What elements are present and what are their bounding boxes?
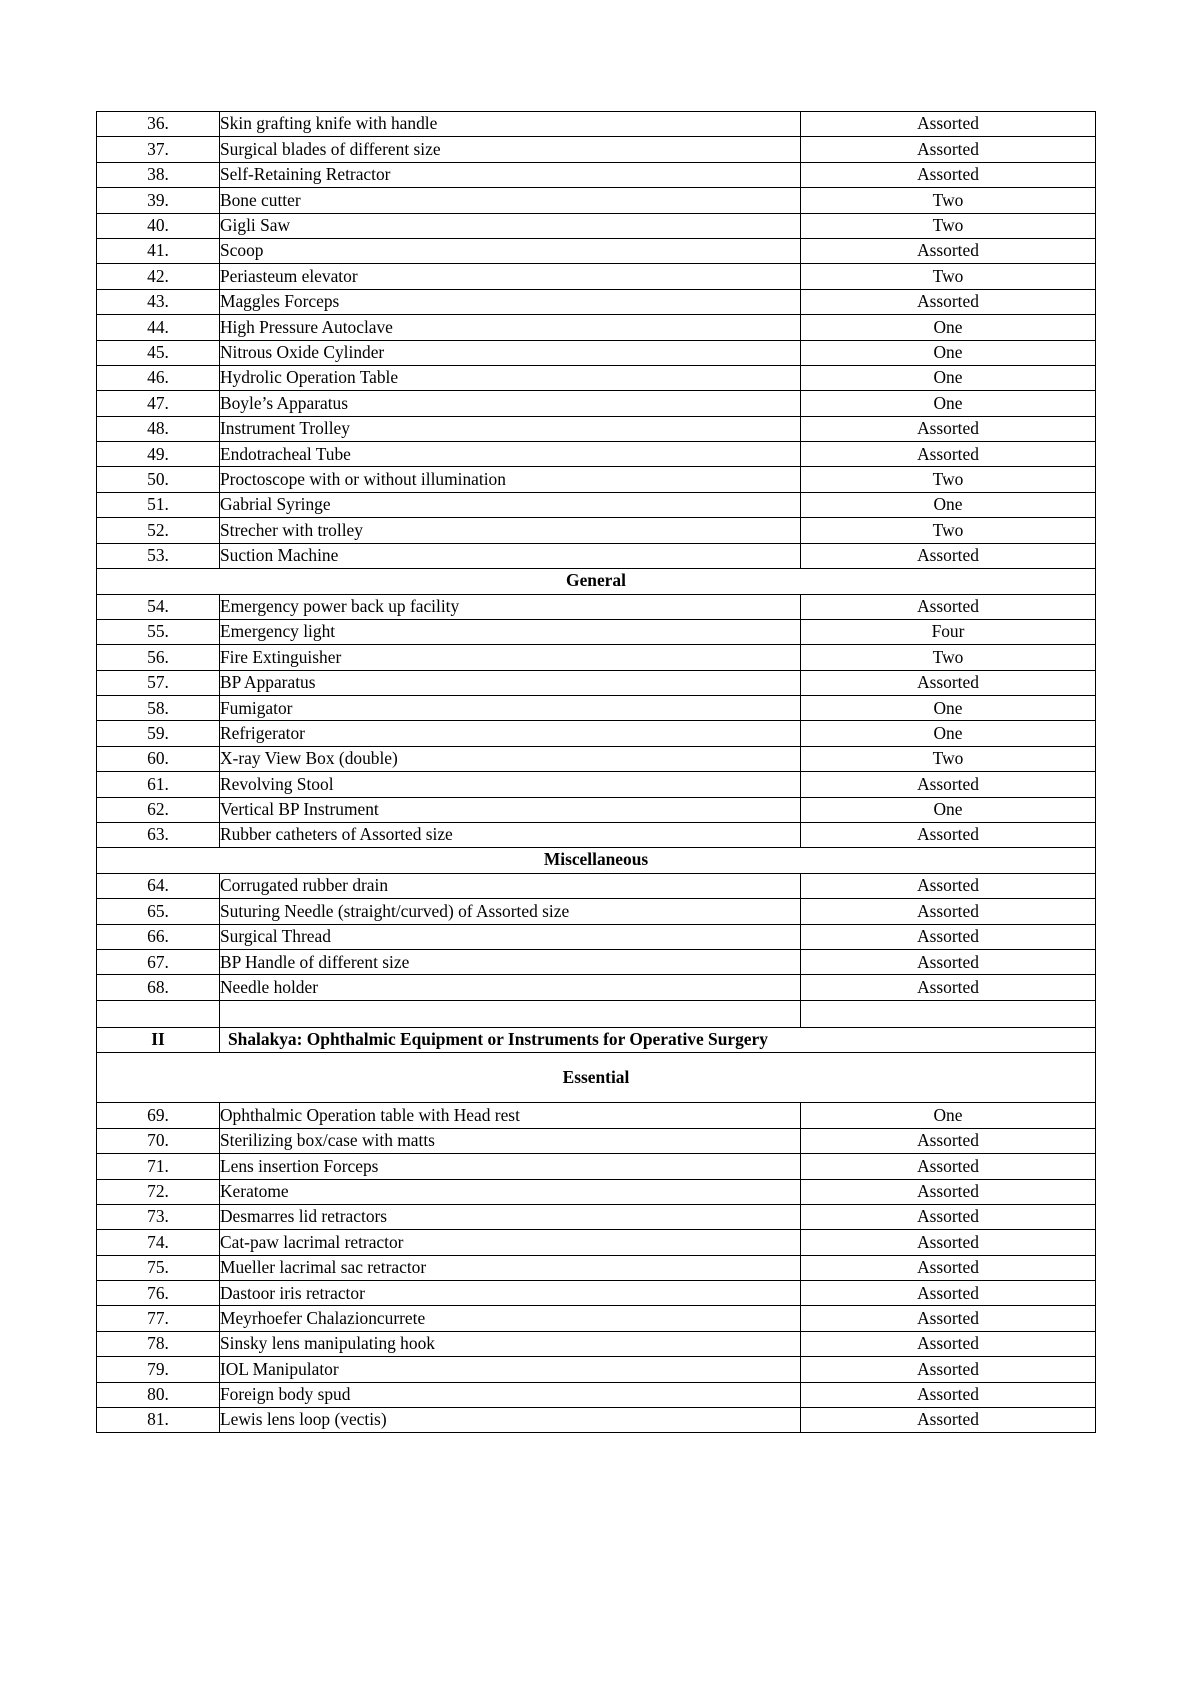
row-quantity: Assorted <box>801 1281 1096 1306</box>
row-serial-number: 56. <box>97 645 220 670</box>
row-quantity: Assorted <box>801 442 1096 467</box>
row-serial-number: 61. <box>97 772 220 797</box>
section-header-row <box>97 569 1096 594</box>
table-row <box>97 416 1096 441</box>
row-quantity: One <box>801 696 1096 721</box>
row-item-name: BP Handle of different size <box>220 950 801 975</box>
row-quantity: Assorted <box>801 162 1096 187</box>
row-item-name: Surgical Thread <box>220 924 801 949</box>
row-item-name: Gabrial Syringe <box>220 492 801 517</box>
row-item-name: Emergency power back up facility <box>220 594 801 619</box>
row-serial-number: 55. <box>97 619 220 644</box>
table-row <box>97 1154 1096 1179</box>
row-serial-number: 38. <box>97 162 220 187</box>
table-row <box>97 213 1096 238</box>
row-serial-number: 62. <box>97 797 220 822</box>
row-item-name: Fumigator <box>220 696 801 721</box>
row-item-name: Sinsky lens manipulating hook <box>220 1331 801 1356</box>
row-item-name: Nitrous Oxide Cylinder <box>220 340 801 365</box>
row-serial-number: 80. <box>97 1382 220 1407</box>
row-quantity: Two <box>801 518 1096 543</box>
row-item-name: Rubber catheters of Assorted size <box>220 823 801 848</box>
section-header-row <box>97 1053 1096 1103</box>
table-row <box>97 873 1096 898</box>
row-item-name: Lewis lens loop (vectis) <box>220 1408 801 1433</box>
row-quantity: Two <box>801 188 1096 213</box>
table-row <box>97 1103 1096 1128</box>
row-quantity: One <box>801 721 1096 746</box>
row-serial-number: 65. <box>97 899 220 924</box>
table-row <box>97 315 1096 340</box>
row-item-name: Endotracheal Tube <box>220 442 801 467</box>
row-serial-number: 49. <box>97 442 220 467</box>
row-quantity: Assorted <box>801 1331 1096 1356</box>
row-quantity: Assorted <box>801 899 1096 924</box>
row-item-name: BP Apparatus <box>220 670 801 695</box>
row-quantity: Assorted <box>801 289 1096 314</box>
table-row <box>97 365 1096 390</box>
row-item-name: Strecher with trolley <box>220 518 801 543</box>
row-serial-number: 46. <box>97 365 220 390</box>
category-heading-row <box>97 1027 1096 1052</box>
row-serial-number: 37. <box>97 137 220 162</box>
table-row <box>97 492 1096 517</box>
table-row <box>97 696 1096 721</box>
row-quantity: Two <box>801 213 1096 238</box>
row-serial-number: 69. <box>97 1103 220 1128</box>
table-row <box>97 543 1096 568</box>
table-row <box>97 188 1096 213</box>
row-item-name: Hydrolic Operation Table <box>220 365 801 390</box>
row-item-name: Periasteum elevator <box>220 264 801 289</box>
row-serial-number: 60. <box>97 746 220 771</box>
row-item-name: Skin grafting knife with handle <box>220 112 801 137</box>
row-item-name: Lens insertion Forceps <box>220 1154 801 1179</box>
row-item-name: Foreign body spud <box>220 1382 801 1407</box>
table-row <box>97 670 1096 695</box>
row-item-name: IOL Manipulator <box>220 1357 801 1382</box>
row-serial-number: 79. <box>97 1357 220 1382</box>
row-quantity: Assorted <box>801 1357 1096 1382</box>
spacer-cell-serial <box>97 1000 220 1027</box>
row-serial-number: 45. <box>97 340 220 365</box>
row-quantity: Assorted <box>801 1128 1096 1153</box>
section-header-label: General <box>97 569 1096 594</box>
table-row <box>97 1382 1096 1407</box>
table-row <box>97 162 1096 187</box>
section-header-label: Essential <box>97 1053 1096 1103</box>
table-row <box>97 950 1096 975</box>
row-item-name: Suturing Needle (straight/curved) of Assorted size <box>220 899 801 924</box>
table-row <box>97 746 1096 771</box>
row-serial-number: 75. <box>97 1255 220 1280</box>
row-quantity: Assorted <box>801 670 1096 695</box>
equipment-table <box>96 111 1096 1433</box>
category-roman-numeral: II <box>97 1027 220 1052</box>
spacer-cell-quantity <box>801 1000 1096 1027</box>
category-heading-label: Shalakya: Ophthalmic Equipment or Instruments for Operative Surgery <box>220 1027 1096 1052</box>
row-item-name: Sterilizing box/case with matts <box>220 1128 801 1153</box>
table-row <box>97 1357 1096 1382</box>
row-item-name: Desmarres lid retractors <box>220 1204 801 1229</box>
row-item-name: Emergency light <box>220 619 801 644</box>
table-row <box>97 112 1096 137</box>
row-quantity: Assorted <box>801 1408 1096 1433</box>
row-quantity: One <box>801 391 1096 416</box>
row-item-name: Dastoor iris retractor <box>220 1281 801 1306</box>
row-quantity: One <box>801 492 1096 517</box>
row-serial-number: 54. <box>97 594 220 619</box>
row-quantity: Assorted <box>801 416 1096 441</box>
row-serial-number: 36. <box>97 112 220 137</box>
table-row <box>97 721 1096 746</box>
row-item-name: Self-Retaining Retractor <box>220 162 801 187</box>
table-row <box>97 518 1096 543</box>
equipment-table-body <box>97 112 1096 1433</box>
row-quantity: Assorted <box>801 1154 1096 1179</box>
row-quantity: Assorted <box>801 1230 1096 1255</box>
row-serial-number: 58. <box>97 696 220 721</box>
table-row <box>97 442 1096 467</box>
row-quantity: Assorted <box>801 238 1096 263</box>
row-item-name: Meyrhoefer Chalazioncurrete <box>220 1306 801 1331</box>
row-item-name: Maggles Forceps <box>220 289 801 314</box>
row-quantity: Two <box>801 645 1096 670</box>
row-quantity: Assorted <box>801 823 1096 848</box>
row-quantity: One <box>801 315 1096 340</box>
row-quantity: Two <box>801 746 1096 771</box>
row-quantity: Assorted <box>801 594 1096 619</box>
row-item-name: Refrigerator <box>220 721 801 746</box>
row-serial-number: 66. <box>97 924 220 949</box>
table-row <box>97 1255 1096 1280</box>
row-serial-number: 78. <box>97 1331 220 1356</box>
table-row <box>97 619 1096 644</box>
row-item-name: Fire Extinguisher <box>220 645 801 670</box>
row-quantity: Assorted <box>801 137 1096 162</box>
table-row <box>97 467 1096 492</box>
row-quantity: Assorted <box>801 975 1096 1000</box>
row-item-name: Corrugated rubber drain <box>220 873 801 898</box>
row-quantity: Assorted <box>801 1306 1096 1331</box>
table-row <box>97 289 1096 314</box>
row-quantity: One <box>801 365 1096 390</box>
row-serial-number: 72. <box>97 1179 220 1204</box>
row-serial-number: 47. <box>97 391 220 416</box>
row-item-name: High Pressure Autoclave <box>220 315 801 340</box>
row-serial-number: 39. <box>97 188 220 213</box>
row-serial-number: 52. <box>97 518 220 543</box>
table-row <box>97 772 1096 797</box>
table-row <box>97 1204 1096 1229</box>
row-quantity: Assorted <box>801 873 1096 898</box>
row-item-name: Mueller lacrimal sac retractor <box>220 1255 801 1280</box>
table-row <box>97 645 1096 670</box>
table-row <box>97 594 1096 619</box>
spacer-cell-item <box>220 1000 801 1027</box>
row-quantity: Two <box>801 264 1096 289</box>
row-serial-number: 59. <box>97 721 220 746</box>
row-item-name: Needle holder <box>220 975 801 1000</box>
table-row <box>97 137 1096 162</box>
row-item-name: Revolving Stool <box>220 772 801 797</box>
row-serial-number: 42. <box>97 264 220 289</box>
table-row <box>97 1230 1096 1255</box>
row-quantity: Assorted <box>801 1179 1096 1204</box>
row-serial-number: 43. <box>97 289 220 314</box>
table-row <box>97 391 1096 416</box>
row-item-name: Surgical blades of different size <box>220 137 801 162</box>
table-row <box>97 1179 1096 1204</box>
row-quantity: One <box>801 1103 1096 1128</box>
row-item-name: Bone cutter <box>220 188 801 213</box>
row-quantity: Assorted <box>801 1255 1096 1280</box>
table-row <box>97 924 1096 949</box>
row-serial-number: 53. <box>97 543 220 568</box>
row-serial-number: 51. <box>97 492 220 517</box>
row-quantity: Assorted <box>801 112 1096 137</box>
row-item-name: Gigli Saw <box>220 213 801 238</box>
row-quantity: Four <box>801 619 1096 644</box>
row-serial-number: 48. <box>97 416 220 441</box>
row-quantity: One <box>801 797 1096 822</box>
row-serial-number: 57. <box>97 670 220 695</box>
spacer-row <box>97 1000 1096 1027</box>
row-serial-number: 71. <box>97 1154 220 1179</box>
row-serial-number: 50. <box>97 467 220 492</box>
row-item-name: X-ray View Box (double) <box>220 746 801 771</box>
table-row <box>97 340 1096 365</box>
row-item-name: Vertical BP Instrument <box>220 797 801 822</box>
row-serial-number: 40. <box>97 213 220 238</box>
row-serial-number: 81. <box>97 1408 220 1433</box>
table-row <box>97 1128 1096 1153</box>
table-row <box>97 823 1096 848</box>
row-item-name: Cat-paw lacrimal retractor <box>220 1230 801 1255</box>
row-item-name: Suction Machine <box>220 543 801 568</box>
row-quantity: Assorted <box>801 950 1096 975</box>
row-quantity: Assorted <box>801 543 1096 568</box>
row-quantity: Two <box>801 467 1096 492</box>
table-row <box>97 899 1096 924</box>
table-row <box>97 975 1096 1000</box>
table-row <box>97 797 1096 822</box>
row-serial-number: 76. <box>97 1281 220 1306</box>
row-serial-number: 44. <box>97 315 220 340</box>
row-serial-number: 63. <box>97 823 220 848</box>
section-header-row <box>97 848 1096 873</box>
table-row <box>97 1306 1096 1331</box>
row-serial-number: 41. <box>97 238 220 263</box>
row-serial-number: 64. <box>97 873 220 898</box>
row-serial-number: 73. <box>97 1204 220 1229</box>
row-quantity: One <box>801 340 1096 365</box>
row-quantity: Assorted <box>801 924 1096 949</box>
row-item-name: Proctoscope with or without illumination <box>220 467 801 492</box>
equipment-table-container <box>96 111 1095 1433</box>
row-serial-number: 70. <box>97 1128 220 1153</box>
table-row <box>97 1408 1096 1433</box>
row-quantity: Assorted <box>801 772 1096 797</box>
section-header-label: Miscellaneous <box>97 848 1096 873</box>
table-row <box>97 238 1096 263</box>
table-row <box>97 264 1096 289</box>
row-serial-number: 68. <box>97 975 220 1000</box>
row-item-name: Ophthalmic Operation table with Head rest <box>220 1103 801 1128</box>
table-row <box>97 1281 1096 1306</box>
row-item-name: Boyle’s Apparatus <box>220 391 801 416</box>
row-quantity: Assorted <box>801 1204 1096 1229</box>
row-item-name: Instrument Trolley <box>220 416 801 441</box>
row-serial-number: 74. <box>97 1230 220 1255</box>
row-quantity: Assorted <box>801 1382 1096 1407</box>
row-item-name: Keratome <box>220 1179 801 1204</box>
row-item-name: Scoop <box>220 238 801 263</box>
row-serial-number: 67. <box>97 950 220 975</box>
table-row <box>97 1331 1096 1356</box>
row-serial-number: 77. <box>97 1306 220 1331</box>
